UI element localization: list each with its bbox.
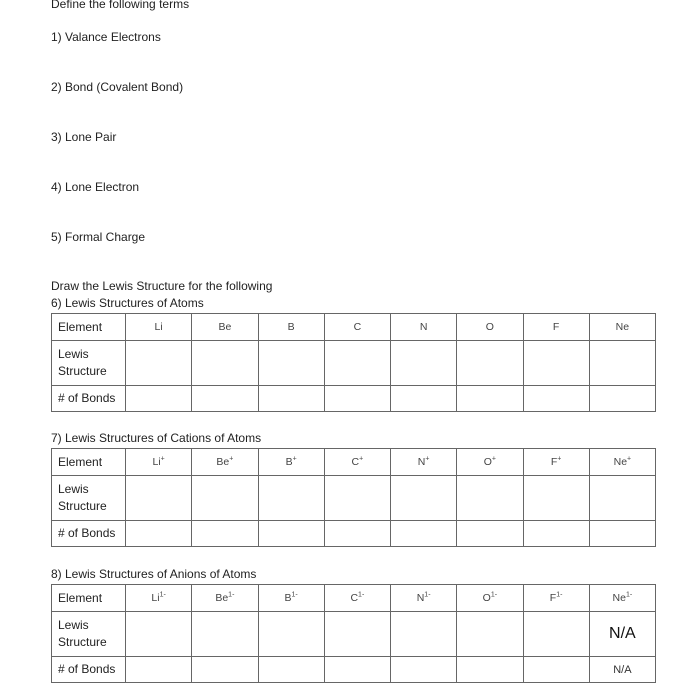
lewis-cell xyxy=(457,476,523,521)
element-charge: + xyxy=(557,455,562,463)
element-cell-c xyxy=(324,314,390,341)
lewis-cell xyxy=(457,341,523,386)
element-symbol: F xyxy=(552,321,560,333)
element-charge: + xyxy=(229,455,234,463)
bonds-cell xyxy=(258,657,324,683)
element-symbol: B xyxy=(285,456,293,468)
bonds-cell xyxy=(457,521,523,547)
bonds-cell xyxy=(457,657,523,683)
element-cell-o-anion xyxy=(457,585,523,612)
lewis-cell xyxy=(589,476,655,521)
element-symbol: B xyxy=(287,321,295,333)
element-symbol: Be xyxy=(216,456,230,468)
element-cell-ne-cation xyxy=(589,449,655,476)
ne-anion-bonds-na: N/A xyxy=(589,657,655,683)
element-cell-f-cation xyxy=(523,449,589,476)
lewis-cell xyxy=(192,341,258,386)
element-charge: + xyxy=(425,455,430,463)
element-symbol: C xyxy=(350,592,359,604)
element-symbol: Li xyxy=(152,456,161,468)
term-lone-electron: 4) Lone Electron xyxy=(51,180,140,194)
element-cell-f xyxy=(523,314,589,341)
lewis-cell xyxy=(391,476,457,521)
lewis-row xyxy=(52,612,656,657)
row-label-lewis: Lewis Structure xyxy=(52,476,126,521)
bonds-cell xyxy=(523,521,589,547)
lewis-row xyxy=(52,341,656,386)
row-label-lewis: Lewis Structure xyxy=(52,612,126,657)
row-label-bonds: # of Bonds xyxy=(52,521,126,547)
lewis-cell xyxy=(324,612,390,657)
element-symbol: O xyxy=(485,321,494,333)
bonds-cell xyxy=(192,386,258,412)
bonds-row xyxy=(52,386,656,412)
element-symbol: Be xyxy=(218,321,232,333)
element-charge: 1- xyxy=(490,591,498,599)
element-cell-b xyxy=(258,314,324,341)
term-lone-pair: 3) Lone Pair xyxy=(51,130,117,144)
element-cell-be xyxy=(192,314,258,341)
bonds-cell xyxy=(391,386,457,412)
element-symbol: C xyxy=(351,456,360,468)
bonds-cell xyxy=(523,386,589,412)
element-symbol: N xyxy=(417,456,426,468)
lewis-cell xyxy=(126,476,192,521)
lewis-cell xyxy=(192,612,258,657)
lewis-cell xyxy=(258,341,324,386)
element-cell-ne xyxy=(589,314,655,341)
element-symbol: O xyxy=(482,592,491,604)
row-label-element: Element xyxy=(52,314,126,341)
bonds-cell xyxy=(324,657,390,683)
element-charge: + xyxy=(359,455,364,463)
element-cell-b-cation xyxy=(258,449,324,476)
element-symbol: C xyxy=(353,321,362,333)
bonds-cell xyxy=(523,657,589,683)
term-valance-electrons: 1) Valance Electrons xyxy=(51,30,161,44)
element-charge: + xyxy=(627,455,632,463)
row-label-element: Element xyxy=(52,449,126,476)
row-label-bonds: # of Bonds xyxy=(52,657,126,683)
bonds-cell xyxy=(126,657,192,683)
element-charge: 1- xyxy=(556,591,563,599)
element-symbol: Li xyxy=(154,321,163,333)
bonds-cell xyxy=(391,657,457,683)
element-symbol: F xyxy=(549,592,557,604)
bonds-cell xyxy=(457,386,523,412)
lewis-cell xyxy=(324,476,390,521)
lewis-cell xyxy=(523,612,589,657)
table-title-anions: 8) Lewis Structures of Anions of Atoms xyxy=(51,567,257,581)
row-label-lewis: Lewis Structure xyxy=(52,341,126,386)
lewis-cell xyxy=(258,476,324,521)
bonds-cell xyxy=(589,386,655,412)
row-label-bonds: # of Bonds xyxy=(52,386,126,412)
element-cell-c-anion xyxy=(324,585,390,612)
bonds-cell xyxy=(126,386,192,412)
ne-anion-lewis-na: N/A xyxy=(589,612,655,657)
lewis-cell xyxy=(192,476,258,521)
lewis-cell xyxy=(126,341,192,386)
bonds-cell xyxy=(258,386,324,412)
lewis-cell xyxy=(457,612,523,657)
element-cell-li-anion xyxy=(126,585,192,612)
element-charge: 1- xyxy=(159,591,166,599)
element-cell-b-anion xyxy=(258,585,324,612)
lewis-cell xyxy=(523,341,589,386)
lewis-cell xyxy=(391,341,457,386)
element-row xyxy=(52,449,656,476)
element-charge: 1- xyxy=(424,591,431,599)
bonds-cell xyxy=(324,386,390,412)
element-row xyxy=(52,585,656,612)
bonds-cell xyxy=(192,657,258,683)
lewis-table-atoms xyxy=(51,313,656,412)
element-charge: + xyxy=(491,455,496,463)
element-symbol: Ne xyxy=(613,456,628,468)
bonds-cell xyxy=(589,521,655,547)
bonds-cell xyxy=(126,521,192,547)
lewis-cell xyxy=(523,476,589,521)
bonds-cell xyxy=(258,521,324,547)
bonds-cell xyxy=(324,521,390,547)
element-charge: + xyxy=(292,455,297,463)
element-charge: 1- xyxy=(228,591,235,599)
element-charge: 1- xyxy=(291,591,298,599)
lewis-table-cations xyxy=(51,448,656,547)
element-cell-c-cation xyxy=(324,449,390,476)
element-charge: 1- xyxy=(625,591,633,599)
element-cell-f-anion xyxy=(523,585,589,612)
lewis-cell xyxy=(126,612,192,657)
element-symbol: Ne xyxy=(612,592,626,604)
element-cell-li-cation xyxy=(126,449,192,476)
element-symbol: B xyxy=(284,592,292,604)
bonds-row xyxy=(52,521,656,547)
element-row xyxy=(52,314,656,341)
element-cell-be-cation xyxy=(192,449,258,476)
element-symbol: Be xyxy=(215,592,229,604)
lewis-cell xyxy=(324,341,390,386)
table-title-atoms: 6) Lewis Structures of Atoms xyxy=(51,296,204,310)
term-formal-charge: 5) Formal Charge xyxy=(51,230,146,244)
row-label-element: Element xyxy=(52,585,126,612)
element-cell-ne-anion xyxy=(589,585,655,612)
element-symbol: Ne xyxy=(615,321,630,333)
lewis-cell xyxy=(391,612,457,657)
lewis-cell xyxy=(258,612,324,657)
element-charge: 1- xyxy=(358,591,365,599)
table-title-cations: 7) Lewis Structures of Cations of Atoms xyxy=(51,431,262,445)
term-bond: 2) Bond (Covalent Bond) xyxy=(51,80,184,94)
define-heading: Define the following terms xyxy=(51,0,190,11)
element-symbol: N xyxy=(416,592,425,604)
bonds-cell xyxy=(192,521,258,547)
element-symbol: N xyxy=(419,321,428,333)
lewis-table-anions xyxy=(51,584,656,683)
bonds-row xyxy=(52,657,656,683)
element-symbol: O xyxy=(483,456,492,468)
element-cell-li xyxy=(126,314,192,341)
bonds-cell xyxy=(391,521,457,547)
element-cell-n xyxy=(391,314,457,341)
element-cell-o-cation xyxy=(457,449,523,476)
lewis-heading: Draw the Lewis Structure for the following xyxy=(51,279,273,293)
element-cell-n-anion xyxy=(391,585,457,612)
element-symbol: F xyxy=(550,456,558,468)
element-cell-o xyxy=(457,314,523,341)
lewis-row xyxy=(52,476,656,521)
element-cell-n-cation xyxy=(391,449,457,476)
element-charge: + xyxy=(160,455,165,463)
element-symbol: Li xyxy=(151,592,160,604)
lewis-cell xyxy=(589,341,655,386)
element-cell-be-anion xyxy=(192,585,258,612)
